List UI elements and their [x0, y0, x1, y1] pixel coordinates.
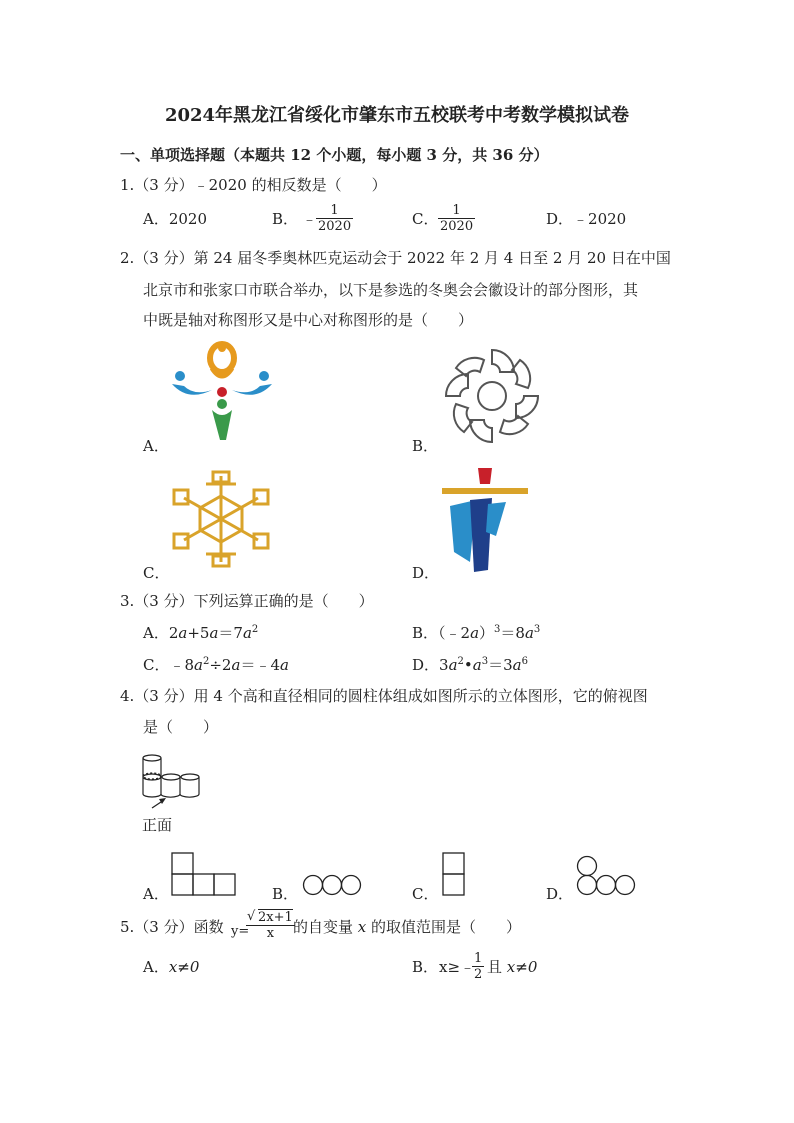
q4-option-c-view	[442, 852, 468, 896]
q5-option-b-post: 且 x≠0	[487, 958, 538, 976]
q2-option-a-label: A．	[143, 437, 169, 455]
q1-option-c-fraction: $\frac{1}{2020}$	[440, 203, 474, 234]
q1-stem: 1.（3 分）﹣2020 的相反数是（ ）	[120, 176, 387, 194]
q5-stem-post: 的自变量 x 的取值范围是（ ）	[293, 918, 522, 936]
q2-option-c-label: C．	[143, 564, 170, 582]
q5-option-b-label: B．	[412, 958, 439, 976]
q4-option-a-view	[171, 852, 238, 896]
q5-option-b-pre: x≥﹣	[439, 958, 476, 976]
q2-emblem-a-image	[168, 340, 276, 446]
q1-option-b-label: B．	[272, 210, 299, 228]
q3-option-b: B．$(﹣2a)^3=8a^3$	[412, 624, 541, 642]
q2-option-b-label: B．	[412, 437, 439, 455]
page-title: 2024年黑龙江省绥化市肇东市五校联考中考数学模拟试卷	[164, 105, 630, 126]
q5-y-equals: y=	[231, 924, 250, 939]
q4-option-a-label: A．	[143, 885, 169, 903]
section-heading: 一、单项选择题（本题共 12 个小题，每小题 3 分，共 36 分）	[120, 146, 549, 164]
q2-emblem-d-image	[440, 466, 532, 574]
q5-function-fraction: √ 2x+1 x	[247, 909, 293, 941]
q2-emblem-c-image	[166, 468, 276, 570]
q1-option-d: D．﹣2020	[546, 210, 627, 228]
q4-front-label: 正面	[142, 816, 173, 834]
q3-option-a: A．$2a+5a=7a^2$	[143, 624, 259, 642]
q3-option-c: C．$﹣8a^2\div 2a=﹣4a$	[143, 656, 289, 674]
q4-option-b-label: B．	[272, 885, 299, 903]
q5-option-a: A．x≠0	[143, 958, 200, 976]
q1-option-b-fraction: $\frac{1}{2020}$	[318, 203, 352, 234]
q4-line1: 4.（3 分）用 4 个高和直径相同的圆柱体组成如图所示的立体图形，它的俯视图	[120, 687, 648, 705]
q2-line1: 2.（3 分）第 24 届冬季奥林匹克运动会于 2022 年 2 月 4 日至 2 月 20 日在中国	[120, 249, 671, 267]
q1-option-c-label: C．	[412, 210, 439, 228]
q4-option-d-view	[575, 855, 639, 897]
q2-line3: 中既是轴对称图形又是中心对称图形的是（ ）	[143, 311, 474, 329]
q3-option-d: D．$3a^2•a^3=3a^6$	[412, 656, 528, 674]
q1-option-a: A．2020	[143, 210, 208, 228]
q2-line2: 北京市和张家口市联合举办，以下是参选的冬奥会会徽设计的部分图形，其	[143, 281, 639, 299]
q4-option-c-label: C．	[412, 885, 439, 903]
q4-cylinders-figure	[140, 752, 206, 814]
q4-option-d-label: D．	[546, 885, 574, 903]
q2-option-d-label: D．	[412, 564, 440, 582]
q2-emblem-b-image	[440, 344, 544, 448]
q4-line2: 是（ ）	[143, 718, 219, 736]
q5-option-b-fraction: $\frac{1}{2}$	[474, 951, 483, 982]
q5-stem-pre: 5.（3 分）函数	[120, 918, 224, 936]
q4-option-b-view	[302, 874, 364, 896]
q3-stem: 3.（3 分）下列运算正确的是（ ）	[120, 592, 374, 610]
q1-option-b-sign: ﹣	[302, 210, 318, 228]
